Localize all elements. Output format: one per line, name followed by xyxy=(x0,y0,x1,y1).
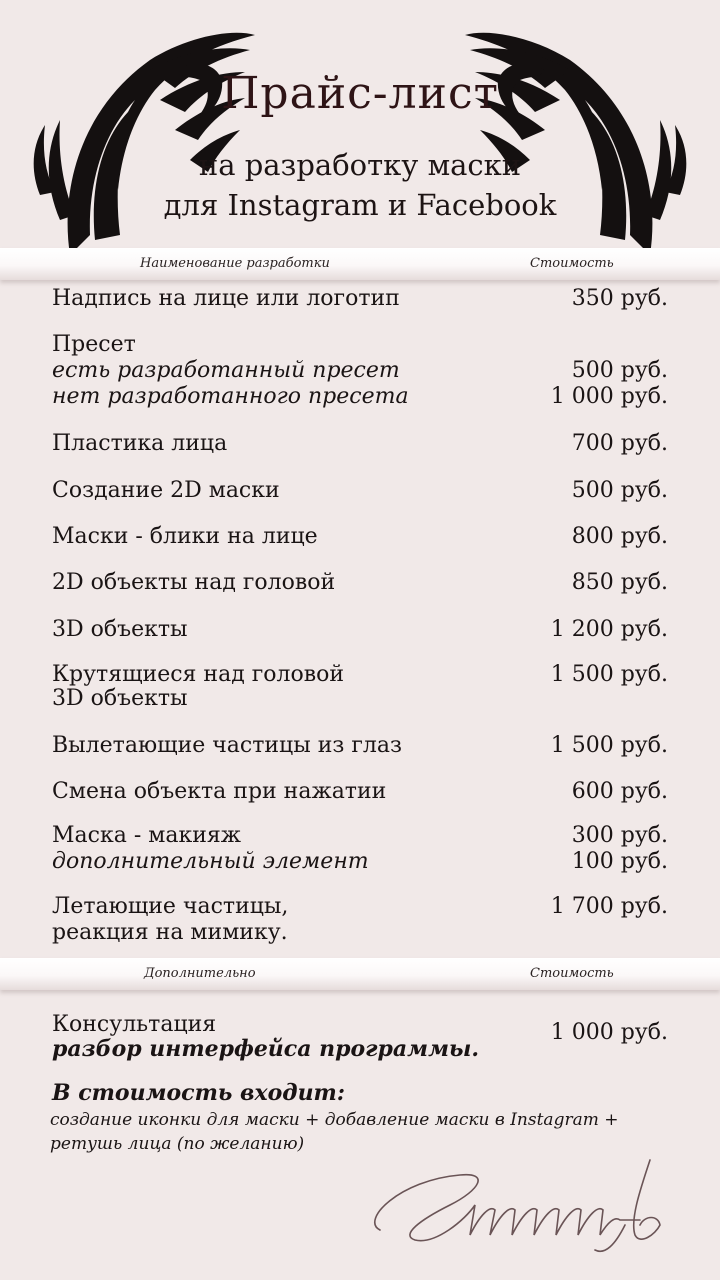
item-price: 350 руб. xyxy=(571,286,668,311)
subtitle-line-2: для Instagram и Facebook xyxy=(163,188,557,222)
item-name: Надпись на лице или логотип xyxy=(52,286,400,311)
item-name-line-2: реакция на мимику. xyxy=(52,920,288,945)
item-name-line-2: 3D объекты xyxy=(52,686,188,711)
item-price: 1 500 руб. xyxy=(550,662,668,687)
item-price: 800 руб. xyxy=(571,524,668,549)
item-price: 100 руб. xyxy=(571,849,668,874)
subtitle-line-1: на разработку маски xyxy=(198,148,522,182)
item-name: Летающие частицы, xyxy=(52,894,289,919)
signature-logo xyxy=(340,1150,700,1260)
item-price: 1 500 руб. xyxy=(550,733,668,758)
item-price: 1 700 руб. xyxy=(550,894,668,919)
item-price: 1 000 руб. xyxy=(550,1020,668,1045)
item-name: 3D объекты xyxy=(52,617,188,642)
item-name: Маска - макияж xyxy=(52,823,242,848)
item-price: 850 руб. xyxy=(571,570,668,595)
item-price: 500 руб. xyxy=(571,358,668,383)
item-subname: разбор интерфейса программы. xyxy=(52,1036,480,1062)
includes-text xyxy=(50,1108,690,1156)
item-name: Создание 2D маски xyxy=(52,478,280,503)
item-price: 1 200 руб. xyxy=(550,617,668,642)
includes-line-2: ретушь лица (по желанию) xyxy=(50,1134,305,1154)
item-name: Пластика лица xyxy=(52,431,228,456)
includes-heading: В стоимость входит: xyxy=(52,1080,345,1106)
item-name: Вылетающие частицы из глаз xyxy=(52,733,402,758)
item-price: 600 руб. xyxy=(571,779,668,804)
column-header-price: Стоимость xyxy=(530,256,614,271)
extra-header-band xyxy=(0,958,720,990)
item-name: Смена объекта при нажатии xyxy=(52,779,387,804)
item-name: Маски - блики на лице xyxy=(52,524,318,549)
item-price: 500 руб. xyxy=(571,478,668,503)
item-name: Пресет xyxy=(52,332,136,357)
page-title: Прайс-лист xyxy=(221,68,499,119)
includes-line-1: создание иконки для маски + добавление маски в Instagram + xyxy=(50,1110,619,1130)
item-price: 300 руб. xyxy=(571,823,668,848)
item-subname: дополнительный элемент xyxy=(52,849,369,874)
item-price: 1 000 руб. xyxy=(550,384,668,409)
item-subname: есть разработанный пресет xyxy=(52,358,400,383)
column-header-name: Наименование разработки xyxy=(140,256,330,271)
item-name: Крутящиеся над головой xyxy=(52,662,345,687)
column-header-extra: Дополнительно xyxy=(144,966,256,981)
item-price: 700 руб. xyxy=(571,431,668,456)
column-header-price: Стоимость xyxy=(530,966,614,981)
item-name: 2D объекты над головой xyxy=(52,570,336,595)
item-subname: нет разработанного пресета xyxy=(52,384,409,409)
table-header-band xyxy=(0,248,720,280)
item-name: Консультация xyxy=(52,1012,217,1037)
